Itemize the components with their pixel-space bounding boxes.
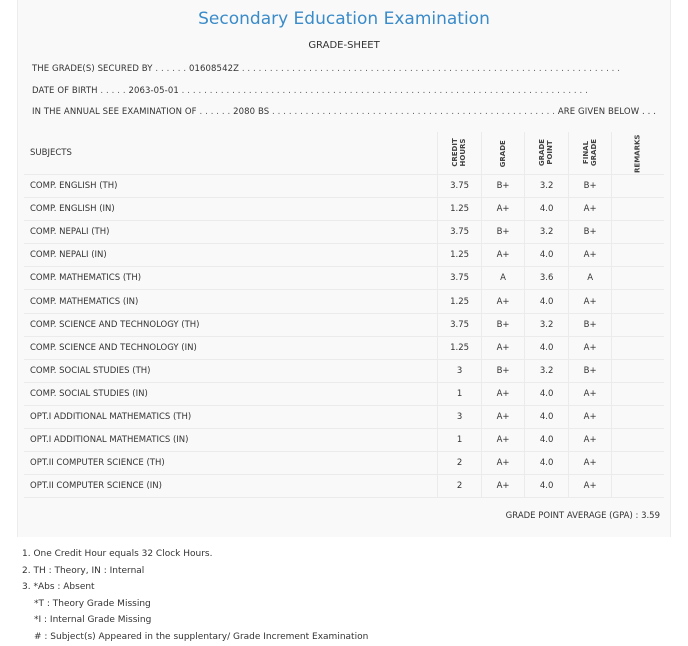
- grades-table: [24, 132, 664, 498]
- cell-subject: COMP. NEPALI (IN): [24, 244, 438, 267]
- cell-subject: OPT.II COMPUTER SCIENCE (TH): [24, 452, 438, 475]
- cell-remarks: [612, 336, 664, 359]
- cell-grade-point: 4.0: [525, 475, 569, 498]
- cell-grade-point: 4.0: [525, 452, 569, 475]
- cell-grade-point: 4.0: [525, 244, 569, 267]
- header-grade-point: GRADE POINT: [525, 132, 569, 175]
- grade-secured-label: THE GRADE(S) SECURED BY: [32, 64, 153, 74]
- table-row: [24, 313, 664, 336]
- cell-grade-point: 3.6: [525, 267, 569, 290]
- cell-subject: COMP. SCIENCE AND TECHNOLOGY (TH): [24, 313, 438, 336]
- cell-subject: COMP. SOCIAL STUDIES (TH): [24, 359, 438, 382]
- cell-credit-hours: 2: [438, 452, 482, 475]
- cell-credit-hours: 2: [438, 475, 482, 498]
- exam-label: IN THE ANNUAL SEE EXAMINATION OF: [32, 107, 197, 117]
- cell-grade: A+: [481, 244, 525, 267]
- cell-remarks: [612, 475, 664, 498]
- cell-grade-point: 4.0: [525, 405, 569, 428]
- cell-final-grade: A+: [568, 475, 612, 498]
- cell-credit-hours: 1.25: [438, 290, 482, 313]
- cell-final-grade: A+: [568, 405, 612, 428]
- header-remarks: REMARKS: [612, 132, 664, 175]
- cell-final-grade: B+: [568, 359, 612, 382]
- sheet-subtitle: GRADE-SHEET: [308, 40, 380, 51]
- note-item: *I : Internal Grade Missing: [34, 615, 152, 626]
- cell-remarks: [612, 382, 664, 405]
- cell-grade-point: 3.2: [525, 359, 569, 382]
- cell-subject: COMP. NEPALI (TH): [24, 221, 438, 244]
- page-title: Secondary Education Examination: [198, 9, 490, 29]
- dob-label: DATE OF BIRTH: [32, 86, 98, 96]
- cell-remarks: [612, 244, 664, 267]
- dob-line: DATE OF BIRTH . . . . . 2063-05-01 . . . . . . . . . . . . . . . . . . . . . . . . . . . . . . . . . . . . . . . . . . . . . . . . . . . . . . . . . . . . . . . . . . . . . . . . .: [32, 86, 588, 96]
- cell-subject: COMP. ENGLISH (IN): [24, 198, 438, 221]
- table-row: [24, 198, 664, 221]
- cell-credit-hours: 1.25: [438, 198, 482, 221]
- note-item: 1. One Credit Hour equals 32 Clock Hours.: [22, 549, 213, 559]
- cell-remarks: [612, 359, 664, 382]
- cell-credit-hours: 3.75: [438, 221, 482, 244]
- cell-grade: B+: [481, 175, 525, 198]
- cell-final-grade: B+: [568, 221, 612, 244]
- cell-subject: OPT.I ADDITIONAL MATHEMATICS (TH): [24, 405, 438, 428]
- cell-grade: A+: [481, 336, 525, 359]
- table-header-row: [24, 132, 664, 175]
- cell-credit-hours: 3.75: [438, 313, 482, 336]
- cell-subject: OPT.II COMPUTER SCIENCE (IN): [24, 475, 438, 498]
- cell-grade-point: 4.0: [525, 290, 569, 313]
- table-row: [24, 429, 664, 452]
- cell-grade: A+: [481, 429, 525, 452]
- cell-final-grade: A+: [568, 198, 612, 221]
- cell-subject: OPT.I ADDITIONAL MATHEMATICS (IN): [24, 429, 438, 452]
- table-row: [24, 175, 664, 198]
- table-row: [24, 290, 664, 313]
- cell-grade: A+: [481, 290, 525, 313]
- cell-final-grade: A+: [568, 244, 612, 267]
- gpa-label: GRADE POINT AVERAGE (GPA) :: [505, 511, 639, 521]
- cell-grade-point: 3.2: [525, 175, 569, 198]
- cell-subject: COMP. SOCIAL STUDIES (IN): [24, 382, 438, 405]
- note-item: 2. TH : Theory, IN : Internal: [22, 565, 145, 576]
- grade-sheet-panel: [17, 0, 671, 537]
- table-row: [24, 475, 664, 498]
- cell-grade-point: 4.0: [525, 382, 569, 405]
- cell-remarks: [612, 175, 664, 198]
- cell-grade: A+: [481, 475, 525, 498]
- cell-final-grade: A+: [568, 429, 612, 452]
- cell-credit-hours: 3: [438, 359, 482, 382]
- cell-credit-hours: 1: [438, 429, 482, 452]
- exam-suffix: ARE GIVEN BELOW . . .: [557, 107, 657, 117]
- cell-remarks: [612, 221, 664, 244]
- header-subjects: SUBJECTS: [24, 132, 438, 175]
- cell-grade-point: 3.2: [525, 221, 569, 244]
- cell-credit-hours: 3: [438, 405, 482, 428]
- cell-final-grade: A+: [568, 382, 612, 405]
- header-final-grade: FINAL GRADE: [568, 132, 612, 175]
- cell-subject: COMP. MATHEMATICS (IN): [24, 290, 438, 313]
- cell-final-grade: B+: [568, 175, 612, 198]
- cell-subject: COMP. SCIENCE AND TECHNOLOGY (IN): [24, 336, 438, 359]
- dob-value: 2063-05-01: [128, 86, 179, 96]
- cell-subject: COMP. MATHEMATICS (TH): [24, 267, 438, 290]
- cell-final-grade: A+: [568, 452, 612, 475]
- cell-grade-point: 4.0: [525, 198, 569, 221]
- cell-remarks: [612, 452, 664, 475]
- cell-remarks: [612, 198, 664, 221]
- note-item: *T : Theory Grade Missing: [34, 598, 151, 609]
- cell-credit-hours: 3.75: [438, 267, 482, 290]
- cell-grade: B+: [481, 313, 525, 336]
- grade-secured-line: THE GRADE(S) SECURED BY . . . . . . 01608542Z . . . . . . . . . . . . . . . . . . . . . . . . . . . . . . . . . . . . . . . . . . . . . . . . . . . . . . . . . . . . . . . . . . . .: [32, 64, 621, 74]
- header-credit-hours: CREDIT HOURS: [438, 132, 482, 175]
- symbol-number: 01608542Z: [189, 64, 240, 74]
- cell-final-grade: A: [568, 267, 612, 290]
- cell-grade: A+: [481, 452, 525, 475]
- cell-credit-hours: 1.25: [438, 244, 482, 267]
- cell-grade-point: 3.2: [525, 313, 569, 336]
- table-row: [24, 359, 664, 382]
- table-row: [24, 267, 664, 290]
- notes-list: [22, 546, 368, 646]
- table-row: [24, 382, 664, 405]
- note-item: # : Subject(s) Appeared in the supplentary/ Grade Increment Examination: [34, 631, 369, 642]
- cell-grade: B+: [481, 359, 525, 382]
- exam-line: IN THE ANNUAL SEE EXAMINATION OF . . . . . . 2080 BS . . . . . . . . . . . . . . . . . . . . . . . . . . . . . . . . . . . . . . . . . . . . . . . . . . . ARE GIVEN BELOW . . .: [32, 107, 657, 117]
- cell-grade-point: 4.0: [525, 429, 569, 452]
- cell-grade: A+: [481, 198, 525, 221]
- table-row: [24, 221, 664, 244]
- table-row: [24, 452, 664, 475]
- gpa-value: 3.59: [641, 511, 660, 521]
- gpa-summary: [18, 511, 660, 521]
- cell-final-grade: A+: [568, 336, 612, 359]
- cell-grade: A+: [481, 382, 525, 405]
- note-item: 3. *Abs : Absent: [22, 582, 95, 593]
- exam-year: 2080 BS: [233, 107, 270, 117]
- table-row: [24, 336, 664, 359]
- table-row: [24, 405, 664, 428]
- cell-credit-hours: 1: [438, 382, 482, 405]
- cell-grade-point: 4.0: [525, 336, 569, 359]
- cell-final-grade: A+: [568, 290, 612, 313]
- cell-grade: B+: [481, 221, 525, 244]
- cell-grade: A+: [481, 405, 525, 428]
- cell-grade: A: [481, 267, 525, 290]
- cell-credit-hours: 3.75: [438, 175, 482, 198]
- cell-remarks: [612, 313, 664, 336]
- cell-subject: COMP. ENGLISH (TH): [24, 175, 438, 198]
- table-row: [24, 244, 664, 267]
- cell-remarks: [612, 405, 664, 428]
- cell-remarks: [612, 290, 664, 313]
- cell-credit-hours: 1.25: [438, 336, 482, 359]
- header-grade: GRADE: [481, 132, 525, 175]
- cell-remarks: [612, 429, 664, 452]
- cell-final-grade: B+: [568, 313, 612, 336]
- cell-remarks: [612, 267, 664, 290]
